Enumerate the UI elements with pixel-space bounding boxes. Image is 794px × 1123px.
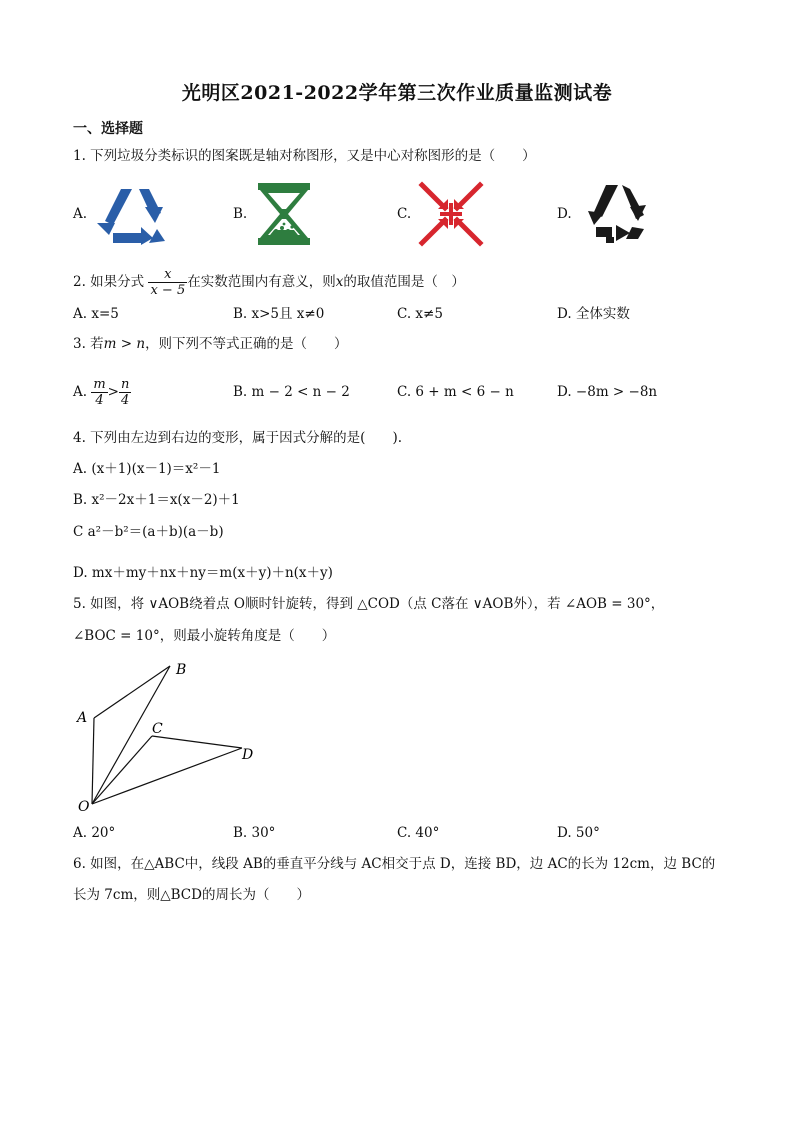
- q2-stem-pre: 2. 如果分式: [73, 274, 145, 290]
- label-o: O: [78, 799, 90, 815]
- q4-option-b: B. x²－2x＋1＝x(x－2)＋1: [73, 492, 240, 508]
- blue-recycle-icon: [95, 183, 165, 245]
- section-heading: 一、选择题: [73, 121, 143, 137]
- q4-option-c: C a²－b²＝(a＋b)(a－b): [73, 524, 224, 540]
- q6-stem-line2: 长为 7cm，则△BCD的周长为（ ）: [73, 887, 310, 903]
- q3-option-a-num-right: n: [120, 377, 130, 392]
- q3-option-d: D. −8m > −8n: [557, 384, 658, 400]
- q3-condition: m > n: [103, 336, 146, 352]
- q2-stem-var: x: [335, 274, 344, 290]
- q2-stem: [73, 262, 465, 302]
- q2-option-b: B. x>5且 x≠0: [233, 306, 325, 322]
- q3-stem: [73, 334, 348, 354]
- label-c: C: [152, 721, 163, 737]
- q3-stem-post: ，则下列不等式正确的是（ ）: [145, 336, 348, 352]
- q3-stem-pre: 3. 若: [73, 336, 104, 352]
- q2-fraction-numerator: x: [164, 267, 172, 282]
- segment-oa: [92, 718, 94, 804]
- black-recycle-icon: [582, 183, 646, 245]
- q5-option-b: B. 30°: [233, 825, 276, 841]
- q5-geometry-figure: [72, 658, 272, 818]
- q2-stem-post2: 的取值范围是（ ）: [343, 274, 465, 290]
- label-b: B: [176, 662, 187, 678]
- q5-option-c: C. 40°: [397, 825, 440, 841]
- green-hourglass-icon: [256, 183, 312, 245]
- q5-option-d: D. 50°: [557, 825, 600, 841]
- label-a: A: [77, 710, 88, 726]
- q3-option-c: C. 6 + m < 6 − n: [397, 384, 514, 400]
- red-arrows-icon: [418, 183, 484, 245]
- q1-option-a: A.: [73, 206, 88, 222]
- q5-stem-line2: ∠BOC = 10°，则最小旋转角度是（ ）: [73, 628, 336, 644]
- q3-option-a-label: A.: [73, 384, 88, 400]
- q2-option-c: C. x≠5: [397, 306, 443, 322]
- q5-option-a: A. 20°: [73, 825, 116, 841]
- label-d: D: [242, 747, 254, 763]
- q2-fraction-denominator: x − 5: [150, 283, 186, 298]
- q6-stem-line1: 6. 如图，在△ABC中，线段 AB的垂直平分线与 AC相交于点 D，连接 BD，边 AC的长为 12cm，边 BC的: [73, 856, 716, 872]
- q3-option-a: [73, 372, 131, 412]
- q3-option-a-den-right: 4: [119, 392, 131, 408]
- q2-option-a: A. x=5: [73, 306, 119, 322]
- q1-option-c: C.: [397, 206, 412, 222]
- q1-option-d: D.: [557, 206, 572, 222]
- segment-od: [92, 748, 242, 804]
- q3-option-b: B. m − 2 < n − 2: [233, 384, 350, 400]
- q3-option-a-den-left: 4: [91, 392, 107, 408]
- segment-ab: [94, 666, 170, 718]
- segment-cd: [152, 736, 242, 748]
- q4-stem: 4. 下列由左边到右边的变形，属于因式分解的是( ).: [73, 430, 402, 446]
- q3-option-a-relation: >: [107, 384, 119, 400]
- q4-option-a: A. (x＋1)(x－1)＝x²－1: [73, 461, 221, 477]
- q3-option-a-num-left: m: [93, 377, 106, 392]
- q2-fraction: [148, 267, 187, 298]
- page-title: 光明区2021-2022学年第三次作业质量监测试卷: [181, 82, 613, 104]
- q3-option-a-fraction-left: [91, 377, 107, 408]
- q3-option-a-fraction-right: [119, 377, 131, 408]
- q1-option-b: B.: [233, 206, 248, 222]
- segment-oc: [92, 736, 152, 804]
- q4-option-d: D. mx＋my＋nx＋ny＝m(x＋y)＋n(x＋y): [73, 565, 333, 581]
- q2-option-d: D. 全体实数: [557, 306, 630, 322]
- q2-stem-post: 在实数范围内有意义，则: [187, 274, 336, 290]
- q1-stem: 1. 下列垃圾分类标识的图案既是轴对称图形，又是中心对称图形的是（ ）: [73, 148, 536, 164]
- q5-stem-line1: 5. 如图，将 ∨AOB绕着点 O顺时针旋转，得到 △COD（点 C落在 ∨AOB外），若 ∠AOB = 30°，: [73, 596, 665, 612]
